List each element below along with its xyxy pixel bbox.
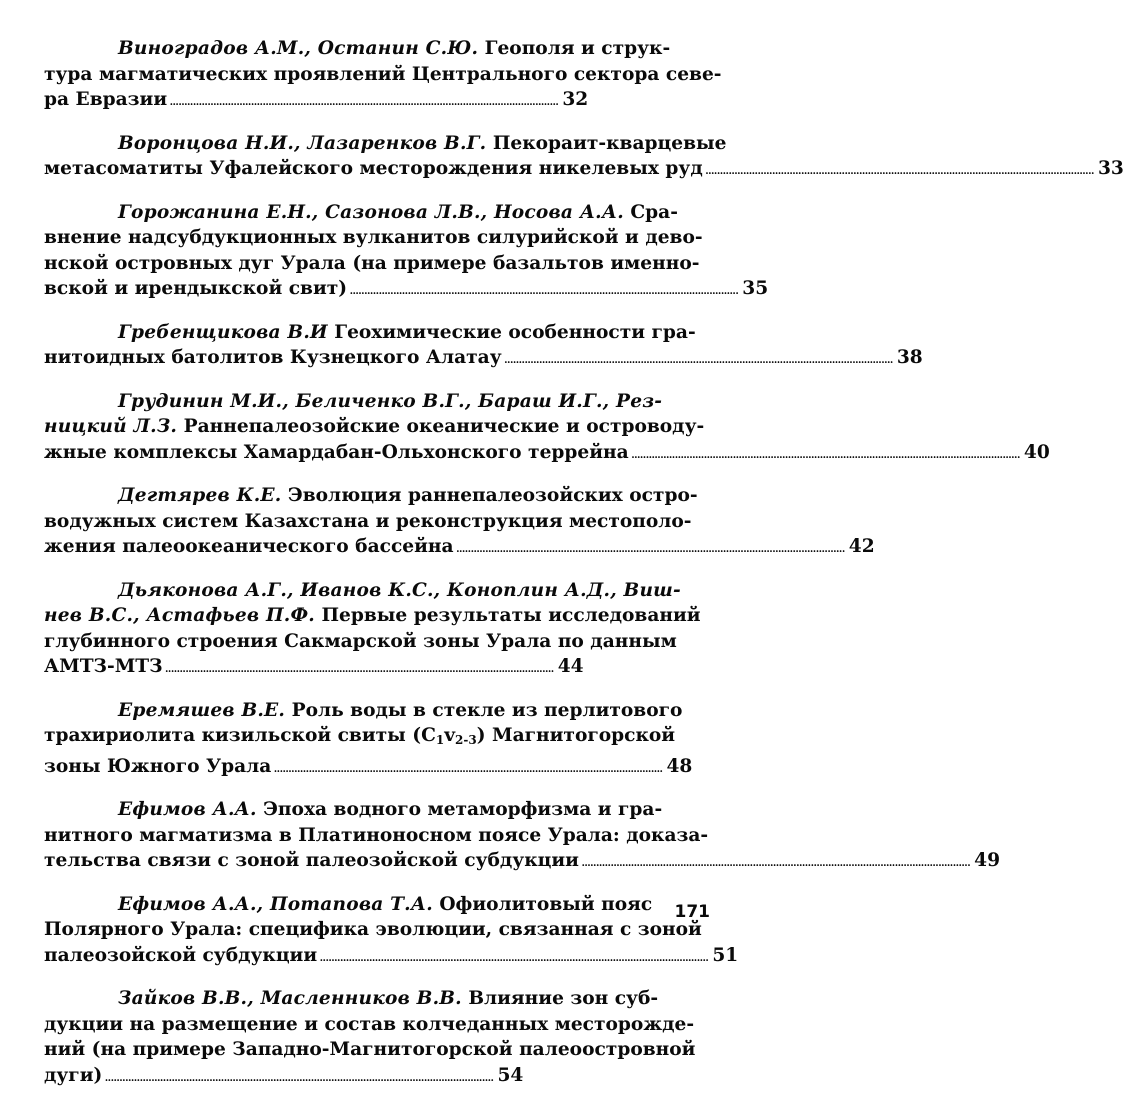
entry-page-number: 51 xyxy=(712,944,739,966)
entry-title: Полярного Урала: специфика эволюции, связанная с зоной xyxy=(44,919,702,940)
dot-leader xyxy=(169,89,556,110)
entry-title: Влияние зон суб- xyxy=(461,988,659,1009)
toc-entry-line xyxy=(44,62,722,88)
entry-title: Геополя и струк- xyxy=(478,38,671,59)
toc-entry xyxy=(44,986,712,1090)
entry-page-number: 54 xyxy=(497,1064,524,1086)
toc-entry-line xyxy=(44,986,712,1012)
entry-title: метасоматиты Уфалейского месторождения никелевых руд xyxy=(44,158,703,179)
toc-entry xyxy=(44,698,712,782)
entry-authors: ницкий Л.З. xyxy=(44,416,178,437)
table-of-contents xyxy=(44,36,1124,1106)
entry-title: Роль воды в стекле из перлитового xyxy=(285,699,683,721)
toc-entry-line xyxy=(44,723,712,754)
toc-entry-line xyxy=(44,1063,712,1091)
toc-entry-line xyxy=(44,917,712,943)
entry-title-text xyxy=(44,756,271,777)
entry-title: зоны Южного Урала xyxy=(44,755,272,777)
toc-entry-line xyxy=(44,629,712,655)
toc-entry-line xyxy=(44,483,712,509)
entry-title: жения палеоокеанического бассейна xyxy=(44,536,454,557)
entry-title: ра Евразии xyxy=(44,89,168,110)
entry-title: нской островных дуг Урала (на примере базальтов именно- xyxy=(44,252,700,274)
entry-title: Эпоха водного метаморфизма и гра- xyxy=(256,799,663,820)
toc-entry-line xyxy=(44,389,712,415)
toc-entry xyxy=(44,483,875,562)
entry-title: Раннепалеозойские океанические и островоду- xyxy=(177,416,705,437)
toc-entry-line xyxy=(44,823,712,849)
entry-title: глубинного строения Сакмарской зоны Урала по данным xyxy=(44,630,677,652)
entry-title-text xyxy=(44,89,167,110)
formula-subscript: 2-3 xyxy=(455,733,477,747)
toc-entry xyxy=(44,131,1124,184)
entry-title: АМТЗ-МТЗ xyxy=(44,656,163,677)
entry-title: трахириолита кизильской свиты (C xyxy=(44,725,436,746)
toc-entry-line xyxy=(44,698,712,724)
toc-entry-line xyxy=(44,848,1001,876)
dot-leader xyxy=(165,656,552,677)
toc-entry-line xyxy=(44,87,712,115)
entry-title-text xyxy=(44,850,579,871)
entry-title-text xyxy=(44,278,347,299)
entry-page-number: 44 xyxy=(557,656,584,677)
dot-leader xyxy=(319,945,706,966)
toc-entry-line xyxy=(44,534,875,562)
entry-title: Эволюция раннепалеозойских остро- xyxy=(281,485,698,506)
entry-title: Геохимические особенности гра- xyxy=(327,321,696,343)
entry-title: v xyxy=(444,725,456,746)
dot-leader xyxy=(456,536,843,557)
toc-entry-line xyxy=(44,578,712,604)
toc-entry-line xyxy=(44,754,712,782)
entry-authors: Ефимов А.А., Потапова Т.А. xyxy=(118,893,433,915)
entry-title: палеозойской субдукции xyxy=(44,944,318,966)
entry-page-number: 49 xyxy=(974,850,1001,871)
toc-entry xyxy=(44,36,722,115)
dot-leader xyxy=(349,278,736,299)
entry-title: нитоидных батолитов Кузнецкого Алатау xyxy=(44,347,502,368)
entry-page-number: 33 xyxy=(1097,158,1124,179)
toc-entry xyxy=(44,200,769,304)
entry-title: вской и ирендыкской свит) xyxy=(44,278,348,299)
entry-authors: Горожанина Е.Н., Сазонова Л.В., Носова А.А. xyxy=(118,201,624,223)
dot-leader xyxy=(104,1065,491,1086)
toc-entry-line xyxy=(44,156,1124,184)
entry-title: тельства связи с зоной палеозойской субдукции xyxy=(44,850,579,871)
entry-page-number: 32 xyxy=(562,89,589,110)
entry-authors: Воронцова Н.И., Лазаренков В.Г. xyxy=(118,132,487,154)
toc-entry-line xyxy=(44,276,769,304)
dot-leader xyxy=(705,158,1092,179)
entry-authors: Виноградов А.М., Останин С.Ю. xyxy=(118,38,479,59)
entry-title: Сра- xyxy=(623,201,678,223)
entry-page-number: 35 xyxy=(742,278,769,299)
toc-entry-line xyxy=(44,36,712,62)
entry-title: дукции на размещение и состав колчеданных месторожде- xyxy=(44,1013,695,1035)
entry-title: ) Магнитогорской xyxy=(476,725,676,746)
toc-entry-line xyxy=(44,797,712,823)
entry-title: Офиолитовый пояс xyxy=(432,893,653,915)
entry-title: ний (на примере Западно-Магнитогорской палеоостровной xyxy=(44,1039,696,1060)
entry-title-text xyxy=(44,158,703,179)
toc-entry-line xyxy=(44,251,712,277)
toc-entry-line xyxy=(44,200,712,226)
entry-title: Первые результаты исследований xyxy=(314,605,701,626)
entry-authors: нев В.С., Астафьев П.Ф. xyxy=(44,605,315,626)
entry-title-text xyxy=(44,536,454,557)
toc-entry xyxy=(44,578,712,682)
toc-entry-line xyxy=(44,131,727,157)
entry-authors: Ефимов А.А. xyxy=(118,799,257,820)
entry-page-number: 42 xyxy=(848,536,875,557)
entry-title: Пекораит-кварцевые xyxy=(486,132,727,154)
dot-leader xyxy=(631,442,1018,463)
entry-title: водужных систем Казахстана и реконструкция местополо- xyxy=(44,510,692,532)
entry-authors: Еремяшев В.Е. xyxy=(118,699,286,721)
toc-entry xyxy=(44,320,923,373)
entry-title-text xyxy=(44,1065,102,1086)
dot-leader xyxy=(581,850,968,871)
entry-authors: Грудинин М.И., Беличенко В.Г., Бараш И.Г., Рез- xyxy=(118,390,663,412)
entry-title-text xyxy=(44,945,317,966)
entry-authors: Зайков В.В., Масленников В.В. xyxy=(118,988,462,1009)
toc-entry-line xyxy=(44,320,712,346)
toc-entry-line xyxy=(44,1012,712,1038)
entry-title: жные комплексы Хамардабан-Ольхонского террейна xyxy=(44,441,629,463)
entry-title: тура магматических проявлений Центрального сектора севе- xyxy=(44,63,722,85)
toc-entry-line xyxy=(44,1037,712,1063)
entry-authors: Дьяконова А.Г., Иванов К.С., Коноплин А.Д., Виш- xyxy=(118,579,681,601)
entry-authors: Дегтярев К.Е. xyxy=(118,485,282,506)
toc-entry-line xyxy=(44,603,712,629)
formula-subscript: 1 xyxy=(435,733,445,747)
toc-entry-line xyxy=(44,943,739,971)
toc-entry xyxy=(44,892,739,971)
toc-entry-line xyxy=(44,414,712,440)
toc-entry-line xyxy=(44,892,712,918)
entry-page-number: 40 xyxy=(1023,441,1050,463)
toc-entry xyxy=(44,797,1001,876)
toc-entry-line xyxy=(44,440,1050,468)
entry-title-text xyxy=(44,347,502,368)
toc-entry-line xyxy=(44,225,712,251)
toc-entry xyxy=(44,389,1050,468)
entry-title: дуги) xyxy=(44,1064,103,1086)
entry-authors: Гребенщикова В.И xyxy=(118,321,328,343)
dot-leader xyxy=(504,347,891,368)
toc-entry-line xyxy=(44,345,923,373)
toc-entry-line xyxy=(44,654,712,682)
entry-page-number: 48 xyxy=(666,755,693,777)
entry-title-text xyxy=(44,442,629,463)
entry-title: внение надсубдукционных вулканитов силурийской и дево- xyxy=(44,227,703,248)
page-number: 171 xyxy=(674,902,710,922)
entry-title: нитного магматизма в Платиноносном поясе Урала: доказа- xyxy=(44,824,709,846)
entry-title-text xyxy=(44,656,163,677)
dot-leader xyxy=(273,756,660,777)
entry-page-number: 38 xyxy=(896,347,923,368)
toc-entry-line xyxy=(44,509,712,535)
